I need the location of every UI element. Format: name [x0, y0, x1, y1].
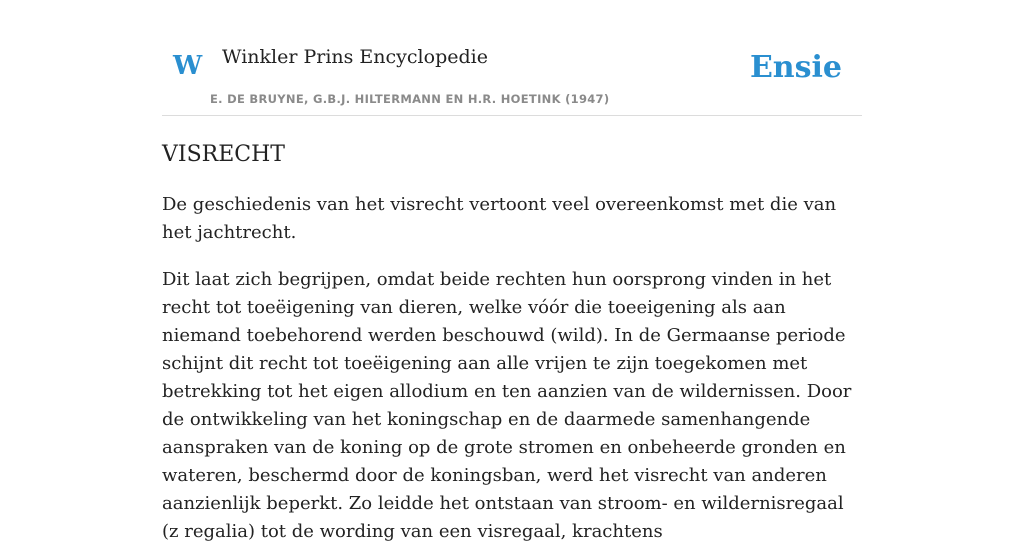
- article-title: VISRECHT: [162, 142, 285, 167]
- article-paragraph: De geschiedenis van het visrecht vertoont veel overeenkomst met die van het jachtrecht.: [162, 194, 837, 244]
- authors-line: E. DE BRUYNE, G.B.J. HILTERMANN EN H.R. HOETINK (1947): [210, 92, 610, 106]
- site-header: [162, 0, 862, 116]
- brand-logo[interactable]: Ensie: [749, 50, 842, 85]
- site-title[interactable]: Winkler Prins Encyclopedie: [222, 46, 488, 68]
- page: [162, 0, 862, 546]
- article-paragraph: Dit laat zich begrijpen, omdat beide rechten hun oorsprong vinden in het recht tot toeëigening van dieren, welke vóór die toeeigening als aan niemand toebehorend werden beschouwd (wild). In de Germaanse periode schijnt dit recht tot toeëigening aan alle vrijen te zijn toegekomen met betrekking tot het eigen allodium en ten aanzien van de wildernissen. Door de ontwikkeling van het koningschap en de daarmede samenhangende aanspraken van de koning op de grote stromen en onbeheerde gronden en wateren, beschermd door de koningsban, werd het visrecht van anderen aanzienlijk beperkt. Zo leidde het ontstaan van stroom- en wildernisregaal (z regalia) tot de wording van een visregaal, krachtens: [162, 269, 852, 543]
- logo-icon[interactable]: W: [173, 51, 203, 81]
